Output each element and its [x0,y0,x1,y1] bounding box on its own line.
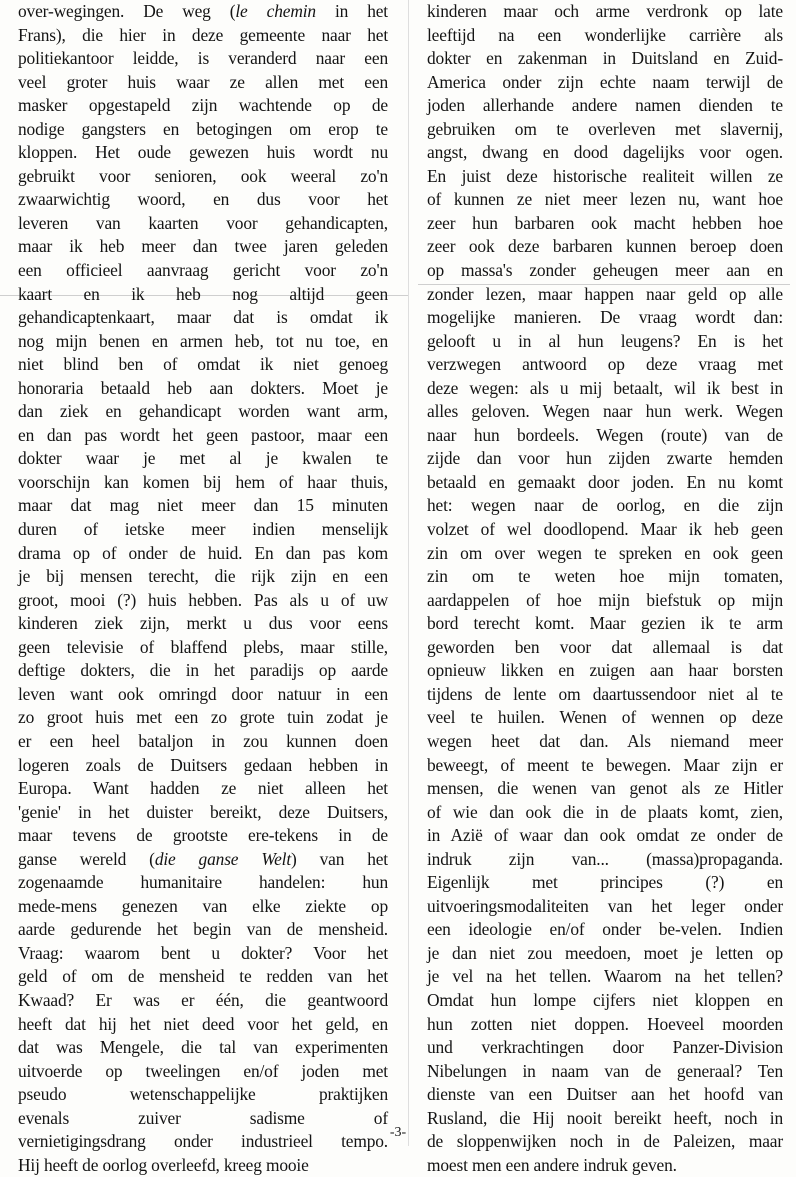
text-line: moest men een andere indruk geven. [427,1154,677,1175]
text-line: hun zotten niet doppen. Hoeveel moorden [427,1013,783,1034]
text-line: zonder lezen, maar happen naar geld op alle [427,283,783,304]
text-line: aardappelen of hoe mijn biefstuk op mijn [427,589,783,610]
text-line: Vraag: waarom bent u dokter? Voor het [18,942,388,963]
text-line: of kunnen ze niet meer lezen nu, want hoe [427,189,783,210]
text-line: uitvoeringsmodaliteiten van het leger onder [427,895,783,916]
text-line: voorschijn kan komen bij hem of haar thuis, [18,471,388,492]
text-line: nog mijn benen en armen heb, tot nu toe, en [18,330,388,351]
text-line: dokter en zakenman in Duitsland en Zuid- [427,48,783,69]
text-line: alles geloven. Wegen naar hun werk. Wegen [427,401,783,422]
text-line: 'genie' in het duister bereikt, deze Duitsers, [18,801,388,822]
text-line: kinderen ziek zijn, merkt u dus voor eens [18,613,388,634]
text-line: dan ziek en gehandicapt worden want arm, [18,401,388,422]
text-line: deftige dokters, die in het paradijs op aarde [18,660,388,681]
text-line: zin om te weten hoe mijn tomaten, [427,566,783,587]
text-line: je bij mensen terecht, die rijk zijn en een [18,566,388,587]
text-line: leveren van kaarten voor gehandicapten, [18,212,388,233]
text-line: je vel na het tellen. Waarom na het tellen? [427,966,783,987]
text-line: Eigenlijk met principes (?) en [427,872,783,893]
text-line: geworden ben voor dat allemaal is dat [427,636,783,657]
text-line: gelooft u in al hun leugens? En is het [427,330,783,351]
text-line: mogelijke manieren. De vraag wordt dan: [427,307,783,328]
text-line: dat was Mengele, die tal van experimenten [18,1037,388,1058]
text-line: dokter waar je met al je kwalen te [18,448,388,469]
text-line: op massa's zonder geheugen meer aan en [427,260,783,281]
text-line: deze wegen: als u mij betaalt, wil ik best in [427,377,783,398]
text-line: veel te huilen. Wenen of wennen op deze [427,707,783,728]
text-line: nodige gangsters en betogingen om erop te [18,118,388,139]
text-line: zogenaamde humanitaire handelen: hun [18,872,388,893]
text-line: maar dat mag niet meer dan 15 minuten [18,495,388,516]
text-line: Nibelungen in naam van de generaal? Ten [427,1060,783,1081]
emphasis: le chemin [235,1,316,21]
text-line: kloppen. Het oude gewezen huis wordt nu [18,142,388,163]
text-line: gebruiken om te overleven met slavernij, [427,118,783,139]
text-line: maar ik heb meer dan twee jaren geleden [18,236,388,257]
emphasis: die ganse Welt [154,848,291,869]
text-line: vernietigingsdrang onder industrieel tempo. [18,1131,388,1152]
text-line: veel groter huis waar ze allen met een [18,71,388,92]
text-line: geen televisie of blaffend plebs, maar stille, [18,636,388,657]
text-line: en dan pas wordt het geen pastoor, maar een [18,424,388,445]
text-line: kaart en ik heb nog altijd geen [18,283,388,304]
text-line: zo groot huis met een zo grote tuin zodat je [18,707,388,728]
text-line: betaald en gemaakt door joden. En nu komt [427,471,783,492]
text-line: tijdens de lente om daartussendoor niet al te [427,683,783,704]
text-line: und verkrachtingen door Panzer-Division [427,1037,783,1058]
text-line: mensen, die wenen van genot als ze Hitler [427,778,783,799]
text-line: leeftijd na een wonderlijke carrière als [427,24,783,45]
text-line: de sloppenwijken noch in de Paleizen, maar [427,1131,783,1152]
text-line: joden allerhande andere namen dienden te [427,95,783,116]
text-line: evenals zuiver sadisme of [18,1107,388,1128]
text-line: beweegt, of meent te bewegen. Maar zijn er [427,754,783,775]
text-line: naar hun bordeels. Wegen (route) van de [427,424,783,445]
text-line: Europa. Want hadden ze niet alleen het [18,778,388,799]
text-line: logeren zoals de Duitsers gedaan hebben in [18,754,388,775]
text-line: een ideologie en/of onder be-velen. Indien [427,919,783,940]
text-line: duren of ietske meer indien menselijk [18,519,388,540]
text-line: ganse wereld (die ganse Welt) van het [18,848,388,869]
right-text-column [427,0,783,1177]
text-line: volzet of wel doodlopend. Maar ik heb geen [427,519,783,540]
text-line: gehandicaptenkaart, maar dat is omdat ik [18,307,388,328]
left-text-column [18,0,388,1177]
text-line: Rusland, die Hij nooit bereikt heeft, noch in [427,1107,783,1128]
text-line: leven want ook omringd door natuur in een [18,683,388,704]
text-line: zeer hun barbaren ook macht hebben hoe [427,212,783,233]
text-line: aarde gedurende het begin van de mensheid. [18,919,388,940]
page-number: -3- [389,1125,407,1140]
text-line: een officieel aanvraag gericht voor zo'n [18,260,388,281]
text-line: honoraria betaald heb aan dokters. Moet je [18,377,388,398]
text-line: gebruikt voor senioren, ook weeral zo'n [18,165,388,186]
text-line: Frans), die hier in deze gemeente naar het [18,24,388,45]
text-line: niet blind ben of omdat ik niet genoeg [18,354,388,375]
text-line: of wie dan ook die in de plaats komt, zien, [427,801,783,822]
text-line: kinderen maar och arme verdronk op late [427,1,783,21]
text-line: zwaarwichtig woord, en dus voor het [18,189,388,210]
text-line: drama op of onder de huid. En dan pas kom [18,542,388,563]
text-line: groot, mooi (?) huis hebben. Pas als u of uw [18,589,388,610]
text-line: het: wegen naar de oorlog, en die zijn [427,495,783,516]
text-line: verzwegen antwoord op deze vraag met [427,354,783,375]
text-line: angst, dwang en dood dagelijks voor ogen. [427,142,783,163]
text-line: er een heel bataljon in zou kunnen doen [18,730,388,751]
text-line: pseudo wetenschappelijke praktijken [18,1084,388,1105]
text-line: uitvoerde op tweelingen en/of joden met [18,1060,388,1081]
text-line: wegen heet dat dan. Als niemand meer [427,730,783,751]
text-line: over-wegingen. De weg (le chemin in het [18,1,388,21]
column-divider [408,0,409,1146]
text-line: Kwaad? Er was er één, die geantwoord [18,989,388,1010]
text-line: bord terecht komt. Maar gezien ik te arm [427,613,783,634]
text-line: zijde dan voor hun zijden zwarte hemden [427,448,783,469]
text-line: indruk zijn van... (massa)propaganda. [427,848,783,869]
text-line: mede-mens genezen van elke ziekte op [18,895,388,916]
text-line: dienste van een Duitser aan het hoofd van [427,1084,783,1105]
text-line: Omdat hun lompe cijfers niet kloppen en [427,989,783,1010]
text-line: heeft dat hij het niet deed voor het geld, en [18,1013,388,1034]
text-line: zin om over wegen te spreken en ook geen [427,542,783,563]
text-line: je dan niet zou meedoen, moet je letten op [427,942,783,963]
text-line: America onder zijn echte naam terwijl de [427,71,783,92]
text-line: En juist deze historische realiteit willen ze [427,165,783,186]
text-line: Hij heeft de oorlog overleefd, kreeg mooie [18,1154,309,1175]
text-line: geld of om de mensheid te redden van het [18,966,388,987]
text-line: masker opgestapeld zijn wachtende op de [18,95,388,116]
text-line: zeer ook deze barbaren kunnen beroep doen [427,236,783,257]
text-line: in Azië of waar dan ook omdat ze onder de [427,825,783,846]
text-line: politiekantoor leidde, is veranderd naar een [18,48,388,69]
text-line: opnieuw likken en zuigen aan haar borsten [427,660,783,681]
text-line: maar tevens de grootste ere-tekens in de [18,825,388,846]
